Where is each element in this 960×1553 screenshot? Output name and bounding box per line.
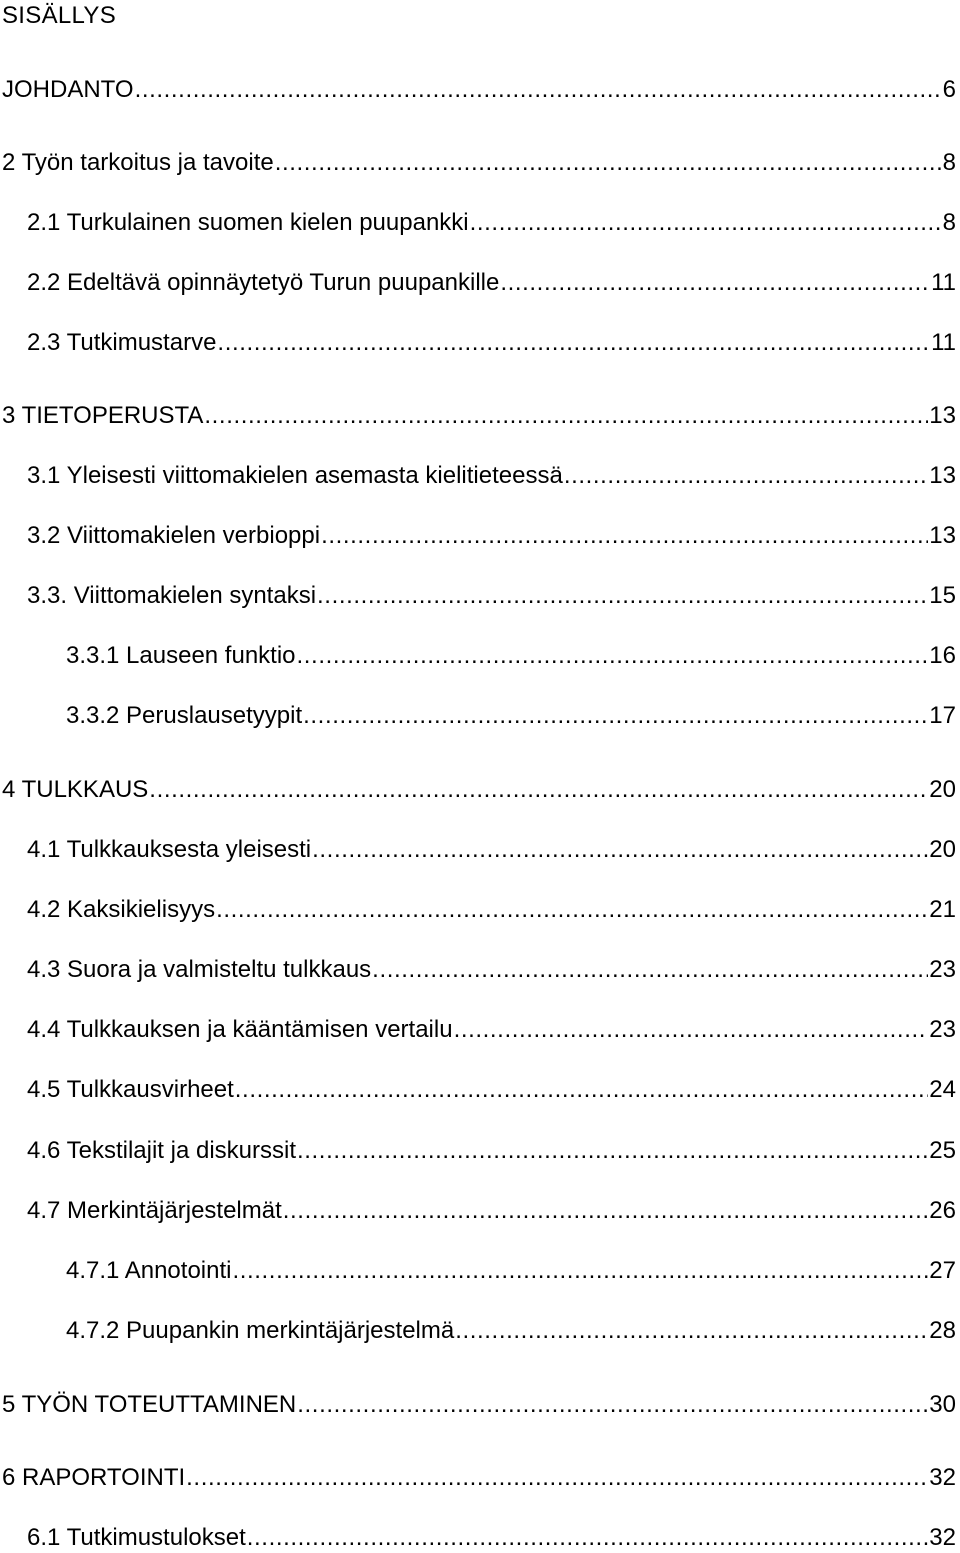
dot-leader: [317, 581, 928, 611]
dot-leader: [135, 75, 942, 105]
toc-entry[interactable]: [27, 328, 956, 358]
toc-entry[interactable]: [27, 581, 956, 611]
toc-heading: SISÄLLYS: [2, 2, 117, 29]
toc-entry-label: 6 RAPORTOINTI: [2, 1464, 186, 1491]
dot-leader: [500, 268, 930, 298]
dot-leader: [217, 328, 930, 358]
toc-entry[interactable]: [27, 461, 956, 491]
toc-entry-label: 3 TIETOPERUSTA: [2, 402, 204, 429]
dot-leader: [297, 1390, 928, 1420]
dot-leader: [564, 461, 928, 491]
toc-entry-page: 8: [942, 149, 956, 176]
dot-leader: [275, 148, 942, 178]
toc-entry-page: 13: [929, 522, 956, 549]
toc-entry-page: 8: [942, 209, 956, 236]
toc-entry-label: 4.5 Tulkkausvirheet: [27, 1076, 234, 1103]
dot-leader: [235, 1075, 929, 1105]
toc-entry-label: 4.1 Tulkkauksesta yleisesti: [27, 836, 312, 863]
dot-leader: [297, 641, 929, 671]
toc-entry-label: 4.2 Kaksikielisyys: [27, 896, 216, 923]
toc-entry-label: 6.1 Tutkimustulokset: [27, 1524, 246, 1551]
toc-entry[interactable]: [27, 208, 956, 238]
dot-leader: [303, 701, 928, 731]
toc-entry-label: 3.3.2 Peruslausetyypit: [66, 702, 303, 729]
toc-entry-page: 11: [931, 269, 956, 296]
dot-leader: [470, 208, 942, 238]
toc-entry-label: 2 Työn tarkoitus ja tavoite: [2, 149, 274, 176]
toc-entry-label: 3.1 Yleisesti viittomakielen asemasta kielitieteessä: [27, 462, 563, 489]
toc-entry-page: 25: [929, 1137, 956, 1164]
toc-entry-page: 30: [929, 1391, 956, 1418]
toc-entry[interactable]: [2, 148, 956, 178]
toc-entry[interactable]: [2, 75, 956, 105]
toc-entry-page: 17: [929, 702, 956, 729]
toc-entry-label: 2.1 Turkulainen suomen kielen puupankki: [27, 209, 469, 236]
toc-entry-page: 26: [929, 1197, 956, 1224]
toc-entry-label: JOHDANTO: [2, 76, 134, 103]
dot-leader: [216, 895, 928, 925]
toc-entry-page: 13: [929, 402, 956, 429]
dot-leader: [186, 1463, 928, 1493]
dot-leader: [149, 775, 928, 805]
toc-entry[interactable]: [27, 1523, 956, 1553]
dot-leader: [454, 1015, 929, 1045]
toc-entry[interactable]: [27, 268, 956, 298]
toc-entry-label: 4 TULKKAUS: [2, 776, 149, 803]
toc-entry-page: 6: [942, 76, 956, 103]
dot-leader: [312, 835, 928, 865]
dot-leader: [232, 1256, 928, 1286]
toc-entry-page: 32: [929, 1524, 956, 1551]
dot-leader: [321, 521, 928, 551]
toc-entry-page: 11: [931, 329, 956, 356]
toc-entry[interactable]: [27, 1075, 956, 1105]
dot-leader: [283, 1196, 929, 1226]
dot-leader: [455, 1316, 928, 1346]
toc-entry-label: 5 TYÖN TOTEUTTAMINEN: [2, 1391, 297, 1418]
toc-entry[interactable]: [2, 1463, 956, 1493]
toc-entry-label: 3.2 Viittomakielen verbioppi: [27, 522, 321, 549]
toc-entry-page: 21: [929, 896, 956, 923]
toc-entry[interactable]: [66, 1316, 956, 1346]
toc-entry-label: 2.3 Tutkimustarve: [27, 329, 217, 356]
dot-leader: [297, 1136, 928, 1166]
toc-entry-page: 28: [929, 1317, 956, 1344]
toc-entry-label: 4.3 Suora ja valmisteltu tulkkaus: [27, 956, 372, 983]
dot-leader: [372, 955, 928, 985]
toc-entry-page: 16: [929, 642, 956, 669]
toc-entry-label: 2.2 Edeltävä opinnäytetyö Turun puupankille: [27, 269, 500, 296]
toc-entry[interactable]: [27, 895, 956, 925]
toc-entry-page: 20: [929, 836, 956, 863]
toc-entry-label: 4.7 Merkintäjärjestelmät: [27, 1197, 282, 1224]
toc-entry-page: 13: [929, 462, 956, 489]
toc-entry-page: 23: [929, 956, 956, 983]
toc-entry[interactable]: [27, 1136, 956, 1166]
toc-entry[interactable]: [66, 641, 956, 671]
toc-entry-label: 4.7.2 Puupankin merkintäjärjestelmä: [66, 1317, 455, 1344]
toc-entry-page: 32: [929, 1464, 956, 1491]
toc-entry-label: 3.3. Viittomakielen syntaksi: [27, 582, 317, 609]
toc-entry[interactable]: [2, 1390, 956, 1420]
toc-entry[interactable]: [66, 701, 956, 731]
toc-entry[interactable]: [27, 1015, 956, 1045]
toc-entry[interactable]: [2, 401, 956, 431]
toc-entry[interactable]: [2, 775, 956, 805]
toc-entry-page: 23: [929, 1016, 956, 1043]
toc-entry-label: 3.3.1 Lauseen funktio: [66, 642, 296, 669]
toc-entry-page: 20: [929, 776, 956, 803]
toc-entry-label: 4.6 Tekstilajit ja diskurssit: [27, 1137, 296, 1164]
toc-entry-page: 27: [929, 1257, 956, 1284]
dot-leader: [204, 401, 928, 431]
toc-entry[interactable]: [27, 955, 956, 985]
toc-entry[interactable]: [66, 1256, 956, 1286]
toc-entry-page: 15: [929, 582, 956, 609]
toc-entry-label: 4.4 Tulkkauksen ja kääntämisen vertailu: [27, 1016, 453, 1043]
toc-entry-page: 24: [929, 1076, 956, 1103]
toc-entry[interactable]: [27, 521, 956, 551]
toc-entry[interactable]: [27, 1196, 956, 1226]
dot-leader: [247, 1523, 929, 1553]
toc-entry-label: 4.7.1 Annotointi: [66, 1257, 232, 1284]
toc-entry[interactable]: [27, 835, 956, 865]
